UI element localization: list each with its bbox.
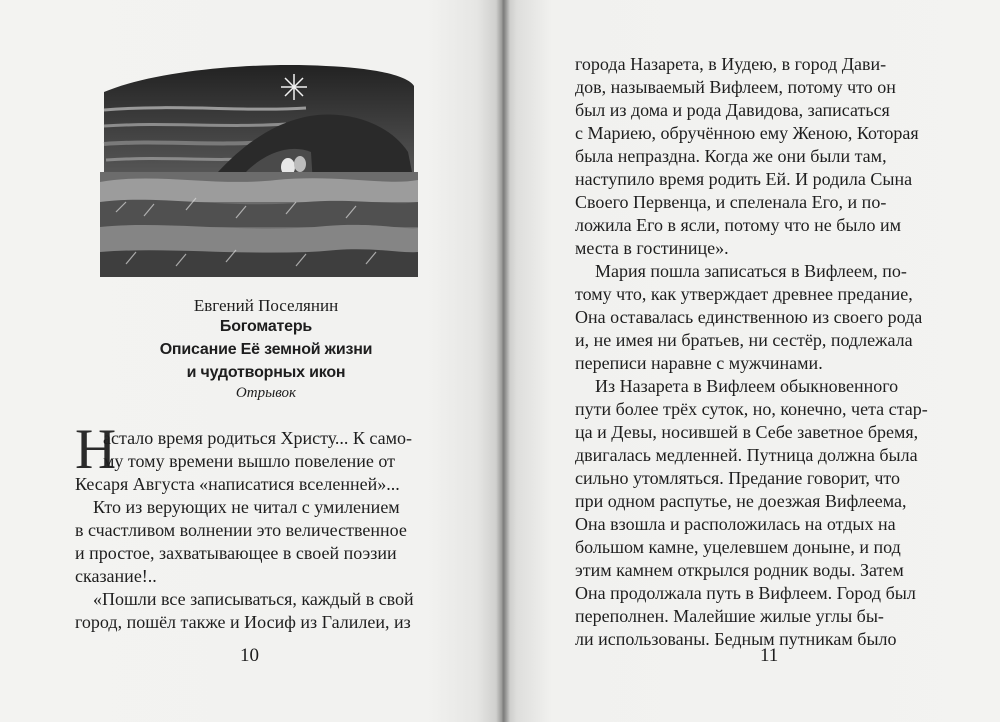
- text-line: была непраздна. Когда же они были там,: [575, 146, 887, 166]
- text-line: Кесаря Августа «написатися вселенней»...: [75, 474, 400, 494]
- text-line: сильно утомляться. Предание говорит, что: [575, 468, 901, 488]
- text-line: города Назарета, в Иудею, в город Дави-: [575, 54, 887, 74]
- text-line: и простое, захватывающее в своей поэзии: [75, 543, 397, 563]
- nativity-landscape-illustration-icon: [96, 52, 422, 277]
- text-line: город, пошёл также и Иосиф из Галилеи, из: [75, 612, 411, 632]
- text-line: места в гостинице».: [575, 238, 729, 258]
- text-line: переполнен. Малейшие жилые углы бы-: [575, 606, 884, 626]
- book-title-line-2: Описание Её земной жизни: [159, 341, 373, 358]
- text-line: пути более трёх суток, но, конечно, чета стар-: [575, 399, 928, 419]
- book-gutter: [496, 0, 510, 722]
- text-line: тому что, как утверждает древнее предание,: [575, 284, 913, 304]
- text-line: астало время родиться Христу... К само-: [103, 428, 413, 448]
- text-line: при одном распутье, не доезжая Вифлеема,: [575, 491, 907, 511]
- text-line: Мария пошла записаться в Вифлеем, по-: [595, 261, 907, 281]
- text-line: Она оставалась единственною из своего рода: [575, 307, 923, 327]
- text-line: Она продолжала путь в Вифлеем. Город был: [575, 583, 916, 603]
- left-page-body: [75, 427, 447, 634]
- author-name: Евгений Поселянин: [193, 296, 339, 315]
- text-line: и, не имея ни братьев, ни сестёр, подлежала: [575, 330, 913, 350]
- text-line: большом камне, уцелевшем донынe, и под: [575, 537, 901, 557]
- page-number-left: 10: [240, 645, 259, 666]
- text-line: дов, называемый Вифлеем, потому что он: [575, 77, 896, 97]
- page-number-right: 11: [760, 645, 779, 666]
- text-line: ложила Его в ясли, потому что не было им: [575, 215, 902, 235]
- text-line: переписи наравне с мужчинами.: [575, 353, 823, 373]
- text-line: Из Назарета в Вифлеем обыкновенного: [595, 376, 899, 396]
- text-line: ли использованы. Бедным путникам было: [575, 629, 897, 649]
- text-line: был из дома и рода Давидова, записаться: [575, 100, 890, 120]
- text-line: двигалась медленней. Путница должна была: [575, 445, 918, 465]
- text-line: ца и Девы, носившей в Себе заветное бремя,: [575, 422, 919, 442]
- text-line: Она взошла и расположилась на отдых на: [575, 514, 896, 534]
- text-line: Кто из верующих не читал с умилением: [93, 497, 400, 517]
- book-title-line-1: Богоматерь: [219, 318, 313, 335]
- drop-cap: Н: [75, 418, 117, 481]
- text-line: этим камнем открылся родник воды. Затем: [575, 560, 904, 580]
- book-title-line-3: и чудотворных икон: [186, 364, 346, 381]
- text-line: «Пошли все записываться, каждый в свой: [93, 589, 414, 609]
- text-line: сказание!..: [75, 566, 157, 586]
- text-line: в счастливом волнении это величественное: [75, 520, 407, 540]
- excerpt-label: Отрывок: [235, 385, 297, 401]
- text-line: наступило время родить Ей. И родила Сына: [575, 169, 913, 189]
- right-page-body: [575, 53, 957, 651]
- text-line: Своего Первенца, и спеленала Его, и по-: [575, 192, 887, 212]
- text-line: с Мариею, обручённою ему Женою, Которая: [575, 123, 919, 143]
- text-line: му тому времени вышло повеление от: [103, 451, 396, 471]
